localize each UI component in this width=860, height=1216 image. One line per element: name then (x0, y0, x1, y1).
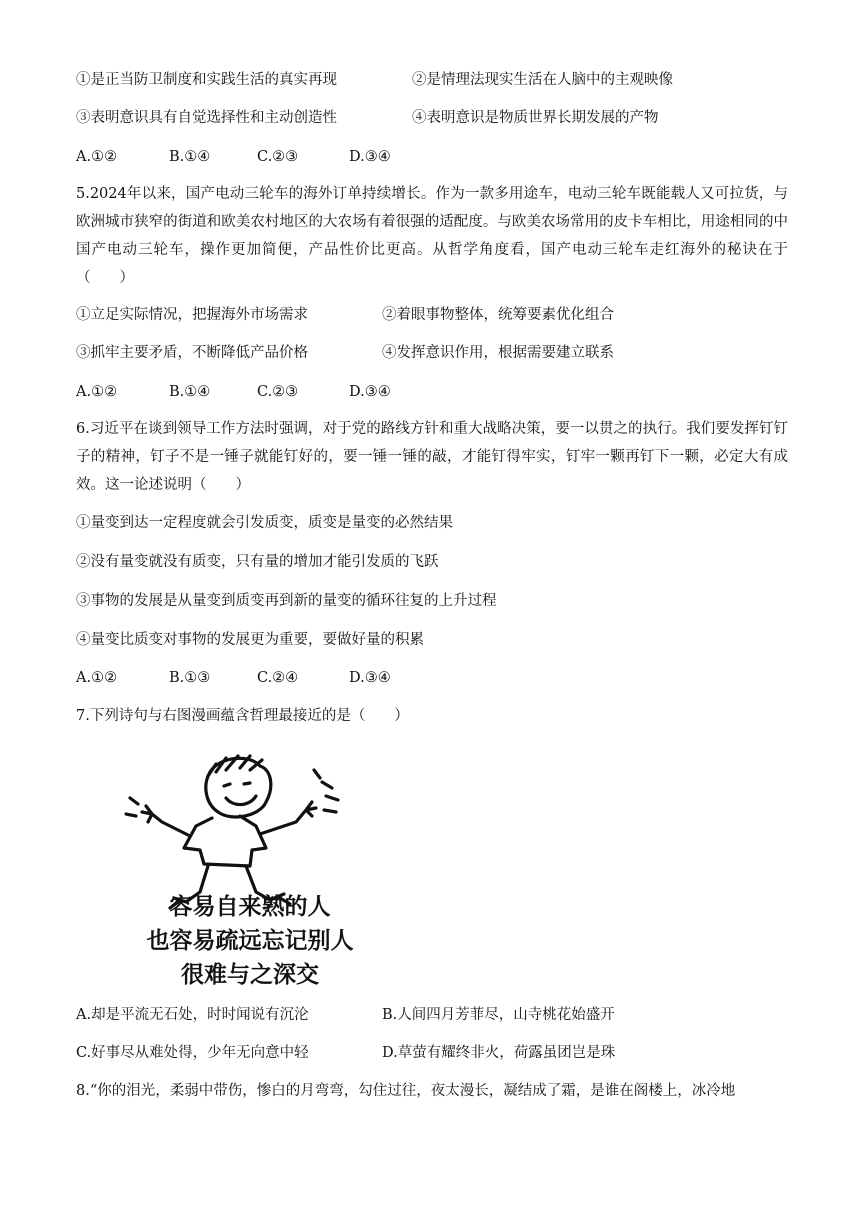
q6-options (76, 668, 391, 688)
q6-option-d: D.③④ (349, 670, 391, 686)
q6-option-c: C.②④ (257, 670, 299, 686)
q6-item-4: ④量变比质变对事物的发展更为重要，要做好量的积累 (76, 632, 424, 648)
cartoon-figure (126, 756, 338, 908)
q7-option-b: B.人间四月芳菲尽，山寺桃花始盛开 (382, 1007, 615, 1023)
q5-stem: 5.2024年以来，国产电动三轮车的海外订单持续增长。作为一款多用途车，电动三轮车既能载人又可拉货，与欧洲城市狭窄的街道和欧美农村地区的大农场有着很强的适配度。与欧美农场常用的皮卡车相比，用途相同的中国产电动三轮车，操作更加简便，产品性价比更高。从哲学角度看，国产电动三轮车走红海外的秘诀在于（ ） (76, 186, 788, 286)
q7-option-d: D.草萤有耀终非火，荷露虽团岂是珠 (382, 1045, 616, 1061)
q8-stem: 8.“你的泪光，柔弱中带伤，惨白的月弯弯，勾住过往，夜太漫长，凝结成了霜，是谁在阁楼上，冰冷地 (76, 1083, 736, 1099)
q5-options (76, 382, 391, 402)
comic-caption-line-2: 也容易疏远忘记别人 (146, 928, 354, 954)
q4-option-c: C.②③ (257, 149, 299, 165)
q4-option-a: A.①② (76, 149, 118, 165)
q4-option-d: D.③④ (349, 149, 391, 165)
q6-stem: 6.习近平在谈到领导工作方法时强调，对于党的路线方针和重大战略决策，要一以贯之的执行。我们要发挥钉钉子的精神，钉子不是一锤子就能钉好的，要一锤一锤的敲，才能钉得牢实，钉牢一颗再钉下一颗，必定大有成效。这一论述说明（ ） (76, 421, 788, 493)
q7-option-c: C.好事尽从难处得，少年无向意中轻 (76, 1045, 309, 1061)
q6-item-1: ①量变到达一定程度就会引发质变，质变是量变的必然结果 (76, 515, 453, 531)
q5-item-2: ②着眼事物整体，统筹要素优化组合 (382, 307, 614, 323)
q5-option-d: D.③④ (349, 384, 391, 400)
q7-option-a: A.却是平流无石处，时时闻说有沉沦 (76, 1007, 309, 1023)
q5-option-b: B.①④ (169, 384, 211, 400)
q4-item-3: ③表明意识具有自觉选择性和主动创造性 (76, 110, 337, 126)
comic-caption-line-3: 很难与之深交 (181, 962, 319, 988)
q6-option-b: B.①③ (169, 670, 211, 686)
q4-item-2: ②是情理法现实生活在人脑中的主观映像 (412, 72, 673, 88)
q5-option-c: C.②③ (257, 384, 299, 400)
q5-item-4: ④发挥意识作用，根据需要建立联系 (382, 345, 614, 361)
q6-item-3: ③事物的发展是从量变到质变再到新的量变的循环往复的上升过程 (76, 593, 497, 609)
q5-item-1: ①立足实际情况，把握海外市场需求 (76, 307, 308, 323)
q4-options (76, 147, 391, 167)
q5-item-3: ③抓牢主要矛盾，不断降低产品价格 (76, 345, 308, 361)
q4-option-b: B.①④ (169, 149, 211, 165)
q4-item-1: ①是正当防卫制度和实践生活的真实再现 (76, 72, 337, 88)
comic-caption-line-1: 容易自来熟的人 (169, 894, 331, 920)
q6-option-a: A.①② (76, 670, 118, 686)
comic-illustration (100, 752, 400, 992)
q6-item-2: ②没有量变就没有质变，只有量的增加才能引发质的飞跃 (76, 554, 439, 570)
q4-item-4: ④表明意识是物质世界长期发展的产物 (412, 110, 659, 126)
q5-option-a: A.①② (76, 384, 118, 400)
q7-stem: 7.下列诗句与右图漫画蕴含哲理最接近的是（ ） (76, 708, 409, 724)
